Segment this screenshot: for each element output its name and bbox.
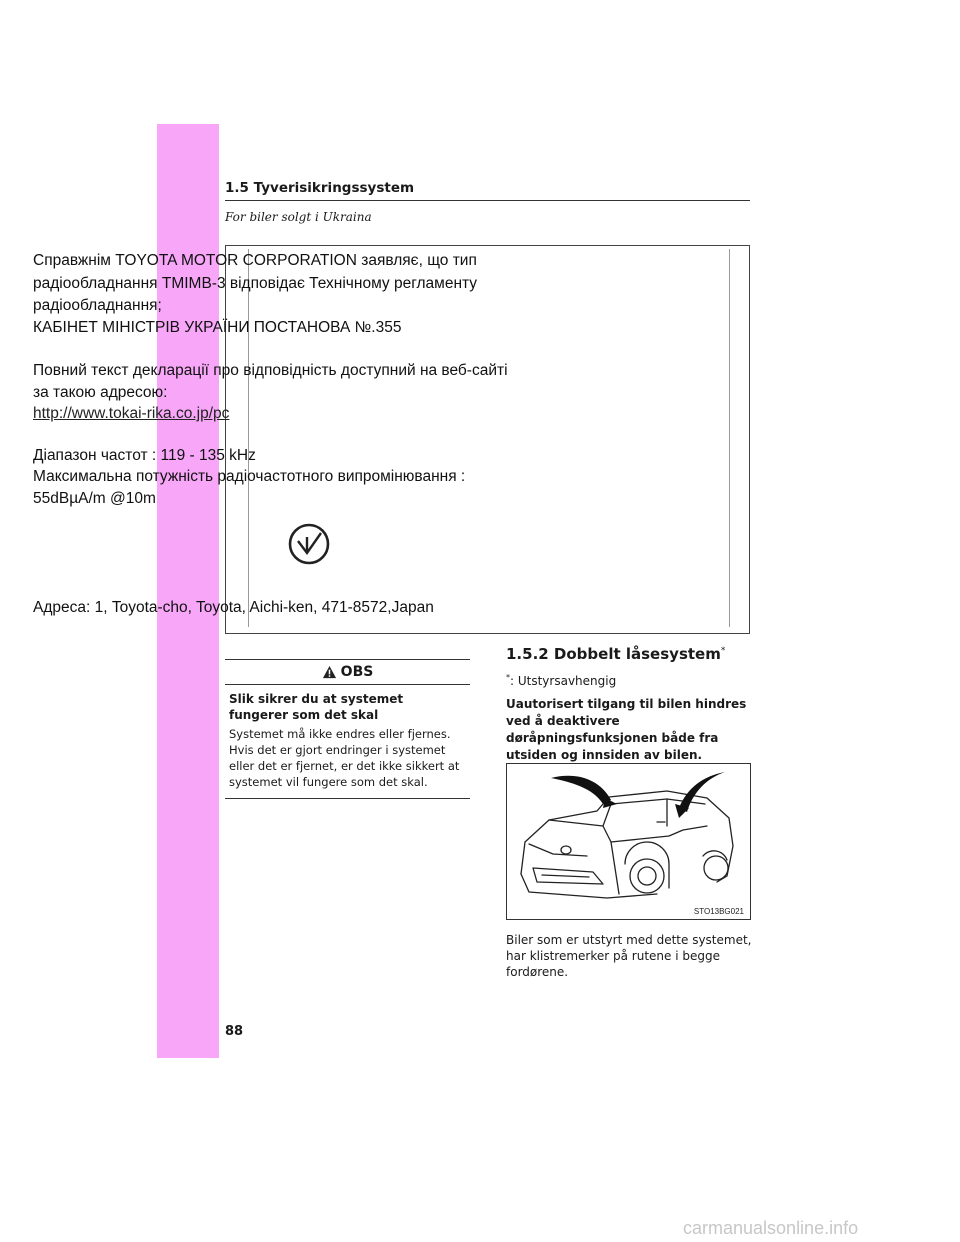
page-subtitle: For biler solgt i Ukraina [225, 210, 372, 224]
figure-code: STO13BG021 [693, 907, 744, 916]
figure-caption: Biler som er utstyrt med dette systemet, har klistremerker på rutene i begge fordørene. [506, 933, 752, 979]
ukraine-certificate-label [225, 245, 750, 634]
cert-power: Максимальна потужність радіочастотного випромінювання : [33, 468, 466, 485]
page-number: 88 [225, 1024, 244, 1039]
obs-header [225, 660, 470, 685]
footnote-text: : Utstyrsavhengig [510, 674, 617, 688]
cert-line-2: радіообладнання TMIMB-3 відповідає Технічному регламенту [33, 275, 478, 292]
cert-line-6: за такою адресою: [33, 384, 168, 401]
section-heading-double-lock [506, 645, 725, 663]
intro-text: Uautorisert tilgang til bilen hindres ved å deaktivere døråpningsfunksjonen både fra utsiden og innsiden av bilen. [506, 697, 747, 762]
cert-url-link[interactable]: http://www.tokai-rika.co.jp/pc [33, 405, 230, 422]
ukraine-conformity-mark-icon [285, 520, 333, 568]
obs-label: OBS [340, 664, 374, 680]
heading-asterisk: * [720, 646, 726, 656]
car-sticker-location-icon [507, 764, 750, 919]
cert-frequency: Діапазон частот : 119 - 135 kHz [33, 447, 256, 464]
section-header: 1.5 Tyverisikringssystem [225, 180, 750, 201]
footnote-asterisk: * [506, 673, 510, 682]
obs-notice-box [225, 659, 470, 799]
heading-text: 1.5.2 Dobbelt låsesystem [506, 645, 721, 663]
car-illustration-figure [506, 763, 751, 920]
footnote [506, 673, 616, 688]
obs-body: Systemet må ikke endres eller fjernes. Hvis det er gjort endringer i systemet eller det er fjernet, er det ikke sikkert at systemet vil fungere som det skal. [229, 727, 460, 789]
cert-line-5: Повний текст декларації про відповідність доступний на веб-сайті [33, 362, 508, 379]
cert-address: Адреса: 1, Toyota-cho, Toyota, Aichi-ken, 471-8572,Japan [33, 599, 434, 616]
obs-title: Slik sikrer du at systemet fungerer som det skal [229, 692, 404, 722]
cert-line-1: Справжнім TOYOTA MOTOR CORPORATION заявляє, що тип [33, 252, 477, 269]
cert-power-value: 55dBµA/m @10m [33, 490, 156, 507]
watermark: carmanualsonline.info [683, 1218, 859, 1238]
cert-line-3: радіообладнання; [33, 297, 162, 314]
certificate-inner-frame [248, 249, 730, 627]
warning-icon [322, 665, 337, 680]
cert-line-4: КАБІНЕТ МІНІСТРІВ УКРАЇНИ ПОСТАНОВА №.355 [33, 319, 402, 336]
